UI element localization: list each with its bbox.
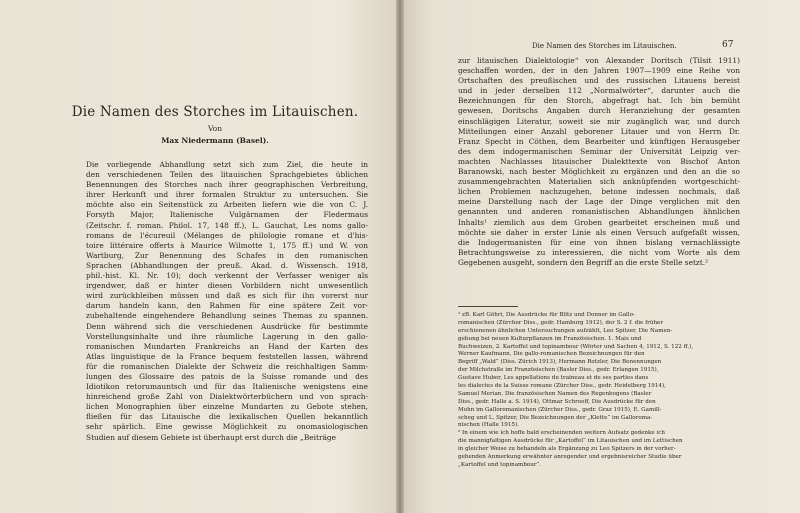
footnote-line: die mannigfaltigen Ausdrücke für „Kartoffel“ im Litauischen und im Lettischen bbox=[458, 438, 683, 445]
footnote-line: Samuel Merian, Die französischen Namen des Regenbogens (Basler bbox=[458, 390, 652, 397]
byline: Von bbox=[207, 124, 223, 133]
footnote-line: in gleicher Weise zu behandeln als Ergänzung zu Leo Spitzers in der vorher- bbox=[458, 446, 676, 453]
body-line: Mitteilungen einer Anzahl geborener Litauer und von Herrn Dr. bbox=[458, 126, 740, 136]
body-line: für die romanischen Dialekte der Schweiz die reichhaltigen Samm- bbox=[86, 361, 368, 371]
body-line: romanischen Mundarten Frankreichs an Hand der Karten des bbox=[86, 341, 368, 351]
book-gutter bbox=[396, 0, 404, 513]
body-line: den verschiedenen Teilen des litauischen Sprachgebietes üblichen bbox=[86, 170, 368, 180]
body-line: lichen Monographien über einzelne Mundarten zu Gebote stehen, bbox=[86, 402, 368, 412]
footnote-line: Gustave Huber, Les appellations du traîneau et de ses parties dans bbox=[458, 375, 649, 382]
body-line: zur litauischen Dialektologie“ von Alexander Doritsch (Tilsit 1911) bbox=[458, 56, 740, 65]
body-line: lichen Problemen nachzugehen, betone indessen nochmals, daß bbox=[458, 187, 740, 197]
body-line: Ortschaften des preußischen und des russischen Litauens bereist bbox=[458, 76, 740, 86]
footnote-line: erschienenen ähnlichen Untersuchungen aufzählt, Leo Spitzer, Die Namen- bbox=[458, 327, 673, 334]
body-line: meine Darstellung nach der Lage der Dinge verglichen mit den bbox=[458, 197, 740, 207]
right-body-text bbox=[458, 56, 740, 268]
body-line: romans de l'écureuil (Mélanges de philologie romane et d'his- bbox=[86, 230, 368, 240]
body-line: Forsyth Major, Italienische Vulgärnamen der Fledermaus bbox=[86, 210, 368, 220]
body-line: Gegebenen ausgeht, sondern den Begriff an die erste Stelle setzt.² bbox=[458, 257, 709, 267]
page-number: 67 bbox=[722, 40, 734, 50]
body-line: gewesen, Doritschs Angaben durch Heranziehung der gesamten bbox=[458, 106, 740, 116]
footnote-line: der Milchstraße im Französischen (Basler Diss., gedr. Erlangen 1915), bbox=[458, 367, 659, 374]
body-line: des dem indogermanischen Seminar der Universität Leipzig ver- bbox=[458, 146, 740, 156]
footnote-line: „Kartoffel und topinambour“. bbox=[458, 461, 542, 468]
body-line: lungen des Glossaire des patois de la Suisse romande und des bbox=[86, 371, 368, 381]
body-line: Baranowski, nach bester Möglichkeit zu ergänzen und den an die so bbox=[458, 167, 740, 177]
body-line: die Indogermanisten für eine von ihnen bislang vernachlässigte bbox=[458, 237, 740, 247]
body-line: Die vorliegende Abhandlung setzt sich zum Ziel, die heute in bbox=[86, 160, 368, 169]
article-title: Die Namen des Storches im Litauischen. bbox=[71, 104, 359, 120]
body-line: einschlägigen Literatur, soweit sie mir zugänglich war, und durch bbox=[458, 116, 740, 126]
footnote-line: Buchweizen, 2. Kartoffel und topinambour (Wörter und Sachen 4, 1912, S. 122 ff.), bbox=[458, 343, 694, 350]
body-line: Studien auf diesem Gebiete ist überhaupt erst durch die „Beiträge bbox=[86, 432, 337, 442]
footnote-line: Begriff „Wald“ (Diss. Zürich 1913), Hermann Rotzler, Die Benennungen bbox=[458, 359, 662, 366]
footnotes bbox=[458, 312, 740, 470]
body-line: zusammengebrachten Materialien sich anknüpfenden wortgeschicht- bbox=[458, 177, 740, 187]
body-line: möchte also ein Seitenstück zu Arbeiten liefern wie die von C. J. bbox=[86, 200, 368, 210]
body-line: Idiotikon retorumauntsch und für das Italienische wenigstens eine bbox=[86, 382, 368, 392]
body-line: Bezeichnungen für den Storch, abgefragt hat. Ich bin bemüht bbox=[458, 96, 740, 106]
body-line: sehr spärlich. Eine gewisse Möglichkeit zu onomasiologischen bbox=[86, 422, 368, 432]
body-line: toire littéraire offerts à Maurice Wilmotte 1, 175 ff.) und W. von bbox=[86, 240, 368, 250]
body-line: hinreichend große Zahl von Dialektwörterbüchern und von sprach- bbox=[86, 392, 368, 402]
body-line: (Zeitschr. f. roman. Philol. 17, 148 ff.), L. Gauchat, Les noms gallo- bbox=[86, 220, 368, 230]
body-line: Betrachtungsweise zu interessieren, die nicht vom Worte als dem bbox=[458, 247, 740, 257]
body-line: darum handeln kann, den Rahmen für eine spätere Zeit vor- bbox=[86, 301, 368, 311]
footnote-line: nischen (Halle 1915). bbox=[458, 422, 519, 429]
body-line: geschaffen worden, der in den Jahren 1907—1909 eine Reihe von bbox=[458, 66, 740, 76]
footnote-line: Diss., gedr. Halle a. S. 1914), Ottmar Schroeff, Die Ausdrücke für den bbox=[458, 398, 656, 405]
body-line: wird zurückbleiben müssen und daß es sich für ihn vorerst nur bbox=[86, 291, 368, 301]
footnote-line: ¹ zB. Karl Göhri, Die Ausdrücke für Blitz und Donner im Gallo- bbox=[458, 312, 635, 318]
footnote-rule bbox=[458, 306, 518, 307]
body-line: Franz Specht in Cöthen, dem Bearbeiter und künftigen Herausgeber bbox=[458, 136, 740, 146]
running-head: Die Namen des Storches im Litauischen. bbox=[532, 42, 677, 50]
body-line: ihrer Herkunft und ihrer formalen Struktur zu untersuchen. Sie bbox=[86, 190, 368, 200]
body-line: Vorstellungsinhalte und ihre räumliche Lagerung in den gallo- bbox=[86, 331, 368, 341]
author-name: Max Niedermann (Basel). bbox=[161, 136, 269, 145]
body-line: irgendwer, daß er hinter diesen Vorbildern nicht unwesentlich bbox=[86, 281, 368, 291]
footnote-line: gehenden Anmerkung erwähnter anregender und ergebnisreicher Studie über bbox=[458, 454, 682, 461]
body-line: genannten und anderen romanistischen Abhandlungen ähnlichen bbox=[458, 207, 740, 217]
body-line: fließen für das Litauische die lexikalischen Quellen bekanntlich bbox=[86, 412, 368, 422]
body-line: Atlas linguistique de la France bequem feststellen lassen, während bbox=[86, 351, 368, 361]
left-body-text bbox=[86, 160, 368, 443]
footnote-line: romanischen (Zürcher Diss., gedr. Hamburg 1912), der S. 2 f. die früher bbox=[458, 319, 664, 326]
footnote-line: gebung bei neuen Kulturpflanzen im Französischen. 1. Mais und bbox=[458, 335, 642, 342]
body-line: machten Nachlasses litauischer Dialekttexte von Bischof Anton bbox=[458, 156, 740, 166]
body-line: Benennungen des Storches nach ihrer geographischen Verbreitung, bbox=[86, 180, 368, 190]
footnote-line: les dialectes de la Suisse romane (Zürcher Diss., gedr. Heidelberg 1914), bbox=[458, 383, 666, 390]
footnote-line: Werner Kaufmann, Die gallo-romanischen Bezeichnungen für den bbox=[458, 351, 645, 358]
body-line: zubehaltende eingehendere Behandlung seines Themas zu spannen. bbox=[86, 311, 368, 321]
body-line: phil.-hist. Kl. Nr. 10); doch verkennt der Verfasser weniger als bbox=[86, 271, 368, 281]
body-line: Inhalts¹ ziemlich aus dem Groben gearbeitet erscheinen muß und bbox=[458, 217, 740, 227]
footnote-line: ² In einem wie ich hoffe bald erscheinenden weitern Aufsatz gedenke ich bbox=[458, 430, 666, 437]
body-line: Wartburg, Zur Benennung des Schafes in den romanischen bbox=[86, 250, 368, 260]
body-line: und in jeder derselben 112 „Normalwörter“, darunter auch die bbox=[458, 86, 740, 96]
footnote-line: Mohn im Galloromanischen (Zürcher Diss., gedr. Graz 1915), E. Gamill- bbox=[458, 406, 662, 413]
footnote-line: scheg und L. Spitzer, Die Bezeichnungen der „Klette“ im Galloroma- bbox=[458, 414, 653, 421]
body-line: Sprachen (Abhandlungen der preuß. Akad. d. Wissensch. 1918, bbox=[86, 260, 368, 270]
body-line: Denn während sich die verschiedenen Ausdrücke für bestimmte bbox=[86, 321, 368, 331]
body-line: möchte sie daher in erster Linie als einen Versuch aufgefaßt wissen, bbox=[458, 227, 740, 237]
